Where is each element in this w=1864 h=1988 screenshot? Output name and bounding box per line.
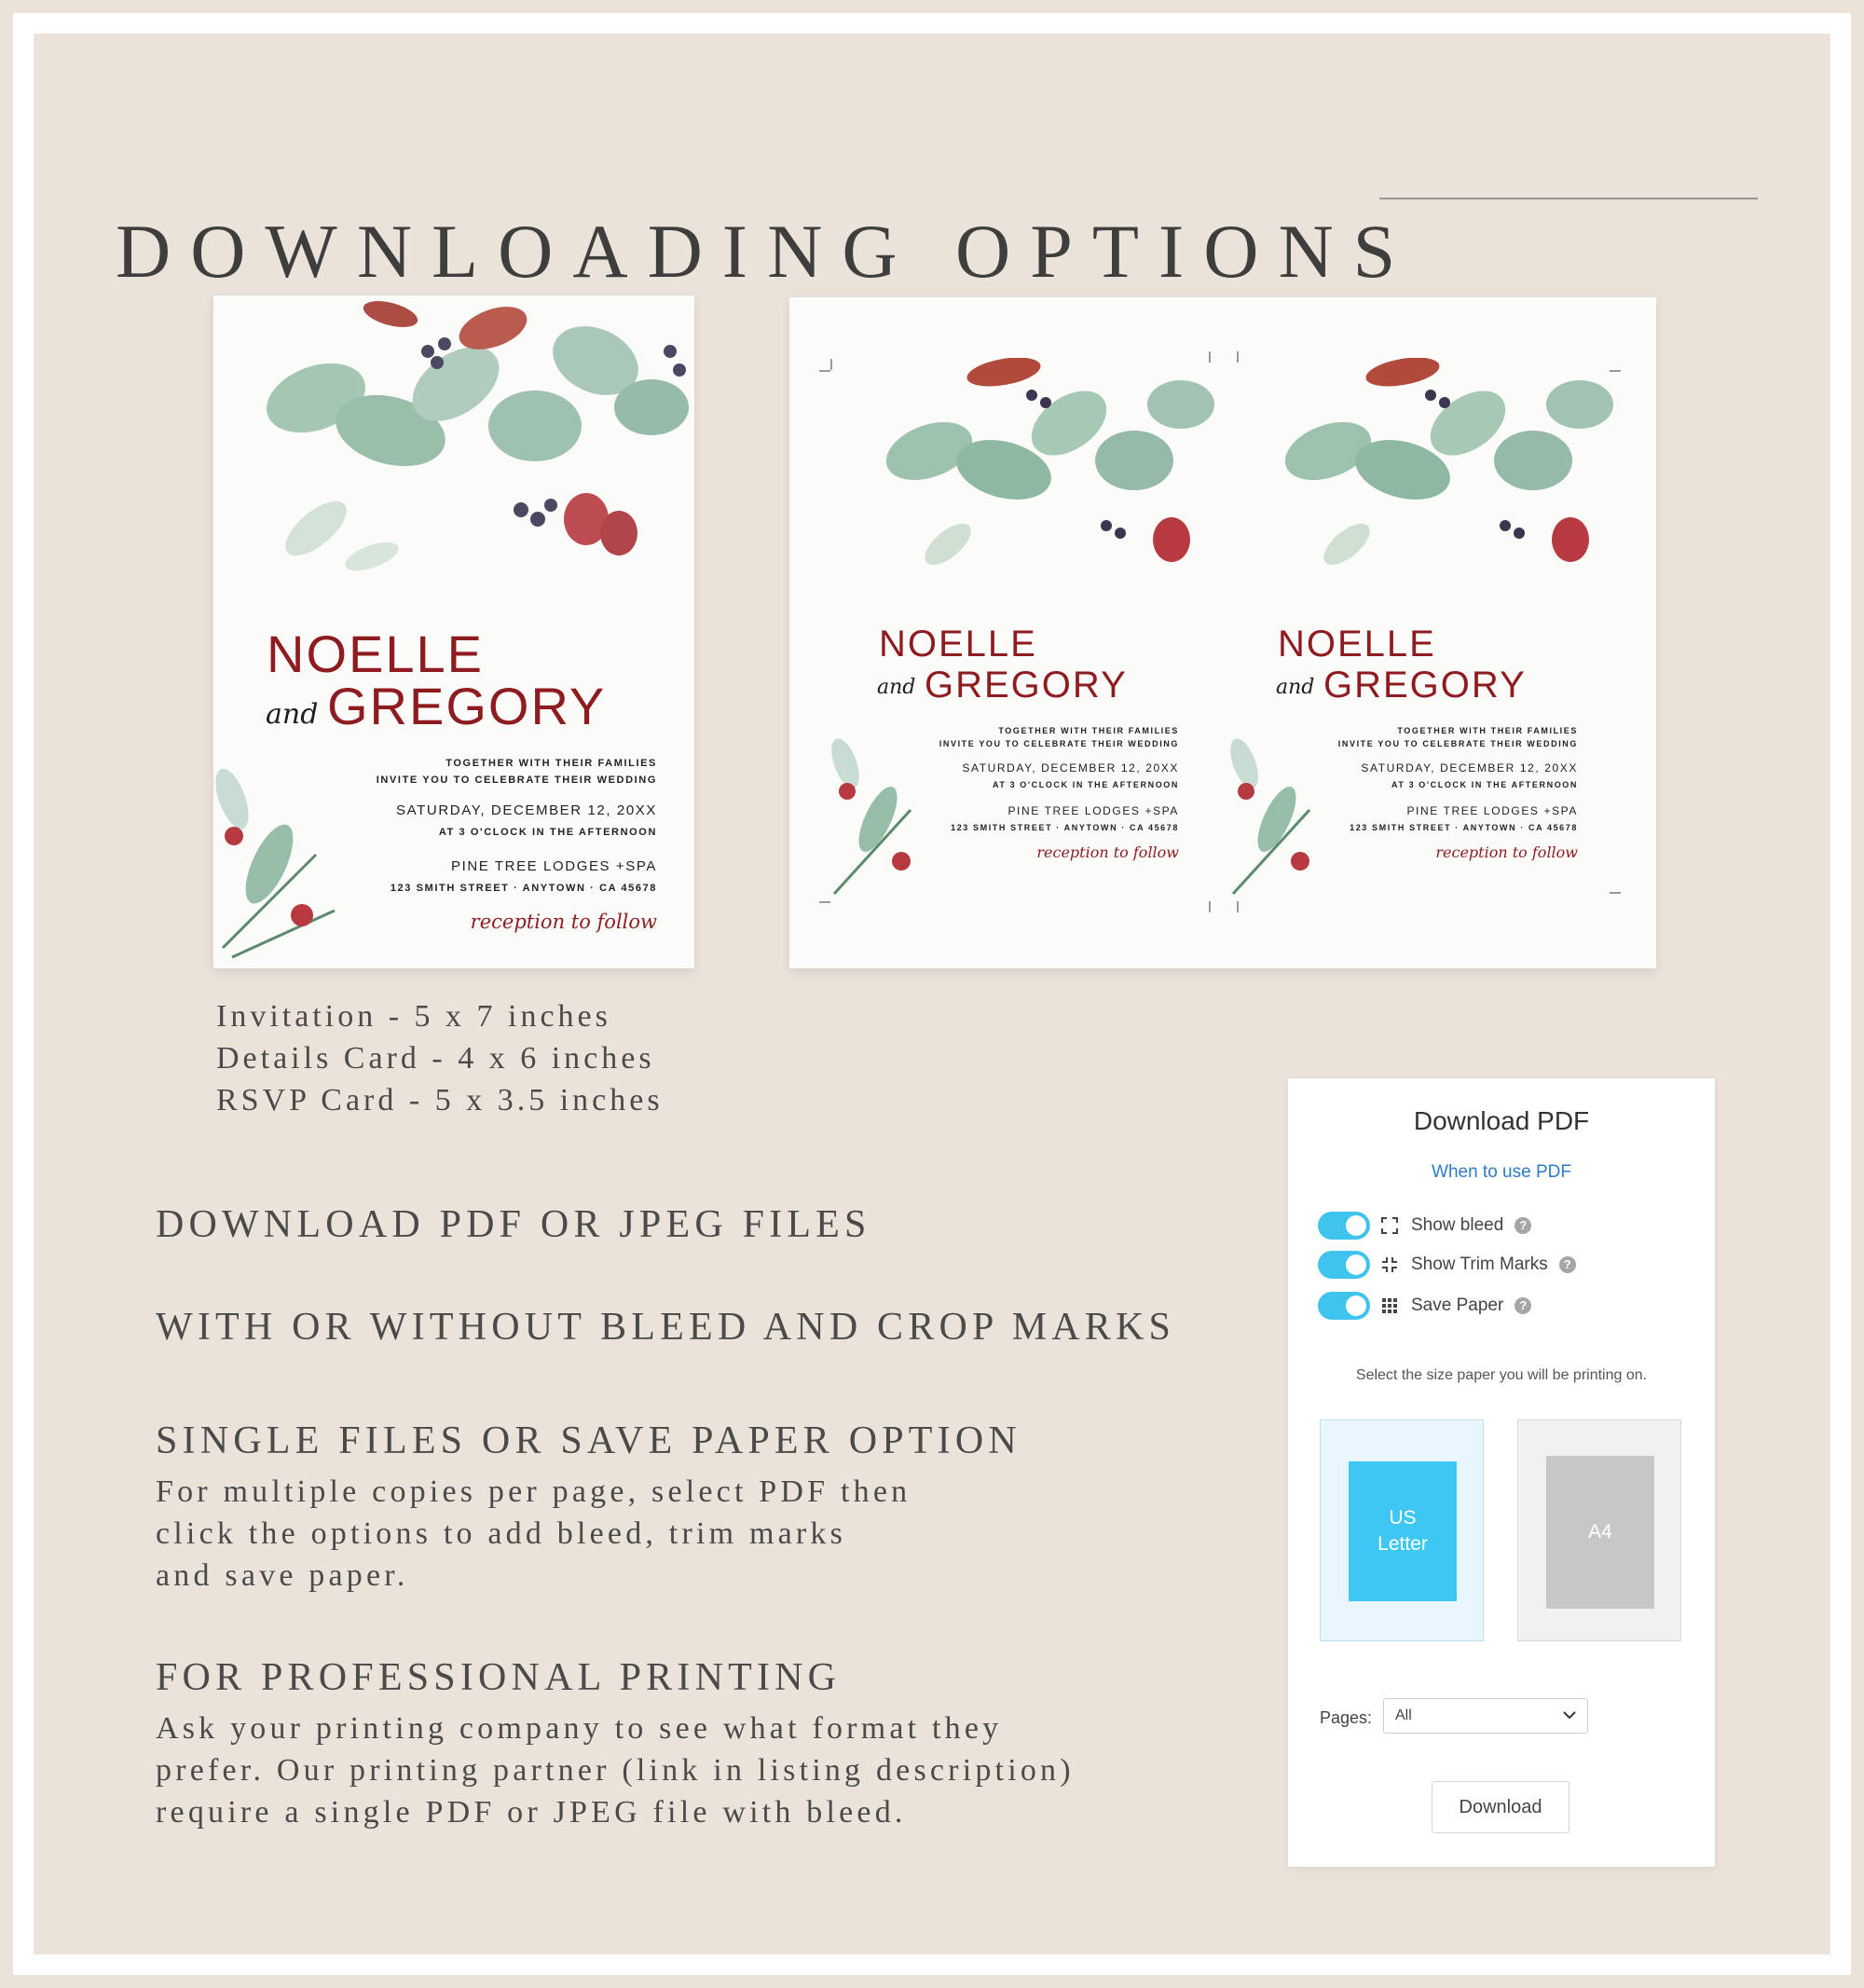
invitation-name-bottom: GREGORY <box>327 677 607 735</box>
professional-printing-description <box>156 1707 1075 1833</box>
option-show-trim-marks <box>1318 1250 1576 1280</box>
floral-illustration-bottom <box>1226 735 1328 903</box>
invitation-name-top: NOELLE <box>879 624 1037 665</box>
invitation-date: SATURDAY, DECEMBER 12, 20XX <box>396 802 657 818</box>
invitation-and: and <box>877 676 916 699</box>
size-details-card: Details Card - 4 x 6 inches <box>216 1041 655 1076</box>
pro-line: require a single PDF or JPEG file with bleed. <box>156 1795 907 1830</box>
pages-select[interactable] <box>1383 1698 1588 1734</box>
heading-professional-printing: FOR PROFESSIONAL PRINTING <box>156 1656 842 1699</box>
invitation-venue: PINE TREE LODGES +SPA <box>1007 804 1179 817</box>
invitation-line1: TOGETHER WITH THEIR FAMILIES <box>998 726 1179 735</box>
floral-illustration-top <box>864 358 1218 591</box>
when-to-use-pdf-link[interactable]: When to use PDF <box>1432 1162 1571 1182</box>
invitation-time: AT 3 O'CLOCK IN THE AFTERNOON <box>1391 780 1578 789</box>
download-pdf-panel <box>1288 1078 1715 1867</box>
invitation-reception: reception to follow <box>470 911 657 933</box>
invitation-time: AT 3 O'CLOCK IN THE AFTERNOON <box>992 780 1179 789</box>
page-title: DOWNLOADING OPTIONS <box>116 208 1416 294</box>
invitation-address: 123 SMITH STREET · ANYTOWN · CA 45678 <box>1350 823 1578 832</box>
invitation-line1: TOGETHER WITH THEIR FAMILIES <box>445 758 657 769</box>
floral-illustration-top <box>1263 358 1617 591</box>
floral-illustration-top <box>213 295 694 603</box>
trim-mark <box>1209 901 1211 912</box>
trim-mark <box>819 370 830 372</box>
invitation-preview <box>213 295 694 968</box>
save-paper-description <box>156 1471 911 1597</box>
invitation-date: SATURDAY, DECEMBER 12, 20XX <box>962 761 1179 775</box>
invitation-date: SATURDAY, DECEMBER 12, 20XX <box>1361 761 1578 775</box>
download-button[interactable]: Download <box>1432 1781 1569 1833</box>
invitation-name-bottom: GREGORY <box>1323 665 1527 706</box>
trim-mark <box>830 359 832 370</box>
floral-illustration-bottom <box>213 761 344 967</box>
heading-bleed: WITH OR WITHOUT BLEED AND CROP MARKS <box>156 1306 1176 1349</box>
invitation-address: 123 SMITH STREET · ANYTOWN · CA 45678 <box>951 823 1179 832</box>
show-trim-marks-label: Show Trim Marks <box>1411 1254 1548 1274</box>
trim-mark <box>1237 351 1239 363</box>
heading-download-formats: DOWNLOAD PDF OR JPEG FILES <box>156 1203 871 1246</box>
invitation-line2: INVITE YOU TO CELEBRATE THEIR WEDDING <box>939 739 1179 748</box>
invitation-address: 123 SMITH STREET · ANYTOWN · CA 45678 <box>390 883 657 894</box>
trim-marks-icon <box>1381 1256 1398 1273</box>
chevron-down-icon <box>1563 1707 1576 1724</box>
save-paper-label: Save Paper <box>1411 1296 1504 1315</box>
invitation-and: and <box>266 698 319 731</box>
invitation-line2: INVITE YOU TO CELEBRATE THEIR WEDDING <box>1337 739 1578 748</box>
invitation-venue: PINE TREE LODGES +SPA <box>450 858 657 874</box>
invitation-reception: reception to follow <box>1036 843 1179 861</box>
save-paper-line: and save paper. <box>156 1558 409 1593</box>
paper-size-instruction: Select the size paper you will be printing on. <box>1355 1367 1648 1383</box>
panel-title: Download PDF <box>1413 1106 1590 1135</box>
us-letter-label: US Letter <box>1349 1461 1457 1601</box>
option-save-paper <box>1318 1291 1531 1321</box>
invitation-time: AT 3 O'CLOCK IN THE AFTERNOON <box>438 827 657 838</box>
help-icon[interactable]: ? <box>1514 1217 1531 1234</box>
trim-mark <box>1610 892 1621 894</box>
pro-line: Ask your printing company to see what format they <box>156 1711 1003 1746</box>
show-bleed-label: Show bleed <box>1411 1215 1504 1235</box>
floral-illustration-bottom <box>827 735 929 903</box>
invitation-line1: TOGETHER WITH THEIR FAMILIES <box>1397 726 1578 735</box>
invitation-name-bottom: GREGORY <box>925 665 1128 706</box>
help-icon[interactable]: ? <box>1514 1297 1531 1314</box>
paper-option-us-letter[interactable] <box>1320 1419 1484 1641</box>
invitation-venue: PINE TREE LODGES +SPA <box>1406 804 1578 817</box>
size-rsvp-card: RSVP Card - 5 x 3.5 inches <box>216 1083 664 1117</box>
pages-select-value: All <box>1395 1707 1412 1723</box>
pages-label: Pages: <box>1320 1708 1373 1727</box>
invitation-name-top: NOELLE <box>1278 624 1436 665</box>
show-trim-marks-toggle[interactable] <box>1318 1251 1370 1279</box>
heading-save-paper: SINGLE FILES OR SAVE PAPER OPTION <box>156 1419 1021 1462</box>
save-paper-line: For multiple copies per page, select PDF then <box>156 1474 911 1509</box>
invitation-and: and <box>1276 676 1315 699</box>
bleed-icon <box>1381 1217 1398 1234</box>
paper-option-a4[interactable] <box>1517 1419 1681 1641</box>
help-icon[interactable]: ? <box>1559 1256 1576 1273</box>
invitation-name-top: NOELLE <box>267 624 484 683</box>
invitation-reception: reception to follow <box>1435 843 1578 861</box>
pro-line: prefer. Our printing partner (link in listing description) <box>156 1753 1075 1788</box>
option-show-bleed <box>1318 1211 1531 1241</box>
a4-label: A4 <box>1546 1456 1654 1609</box>
size-invitation: Invitation - 5 x 7 inches <box>216 999 611 1034</box>
grid-icon <box>1381 1297 1398 1314</box>
show-bleed-toggle[interactable] <box>1318 1212 1370 1240</box>
title-divider <box>1379 198 1758 199</box>
invitation-line2: INVITE YOU TO CELEBRATE THEIR WEDDING <box>376 775 657 786</box>
save-paper-line: click the options to add bleed, trim marks <box>156 1516 847 1551</box>
save-paper-sheet-preview <box>789 297 1656 968</box>
save-paper-toggle[interactable] <box>1318 1292 1370 1320</box>
card-sizes-list <box>216 995 664 1121</box>
